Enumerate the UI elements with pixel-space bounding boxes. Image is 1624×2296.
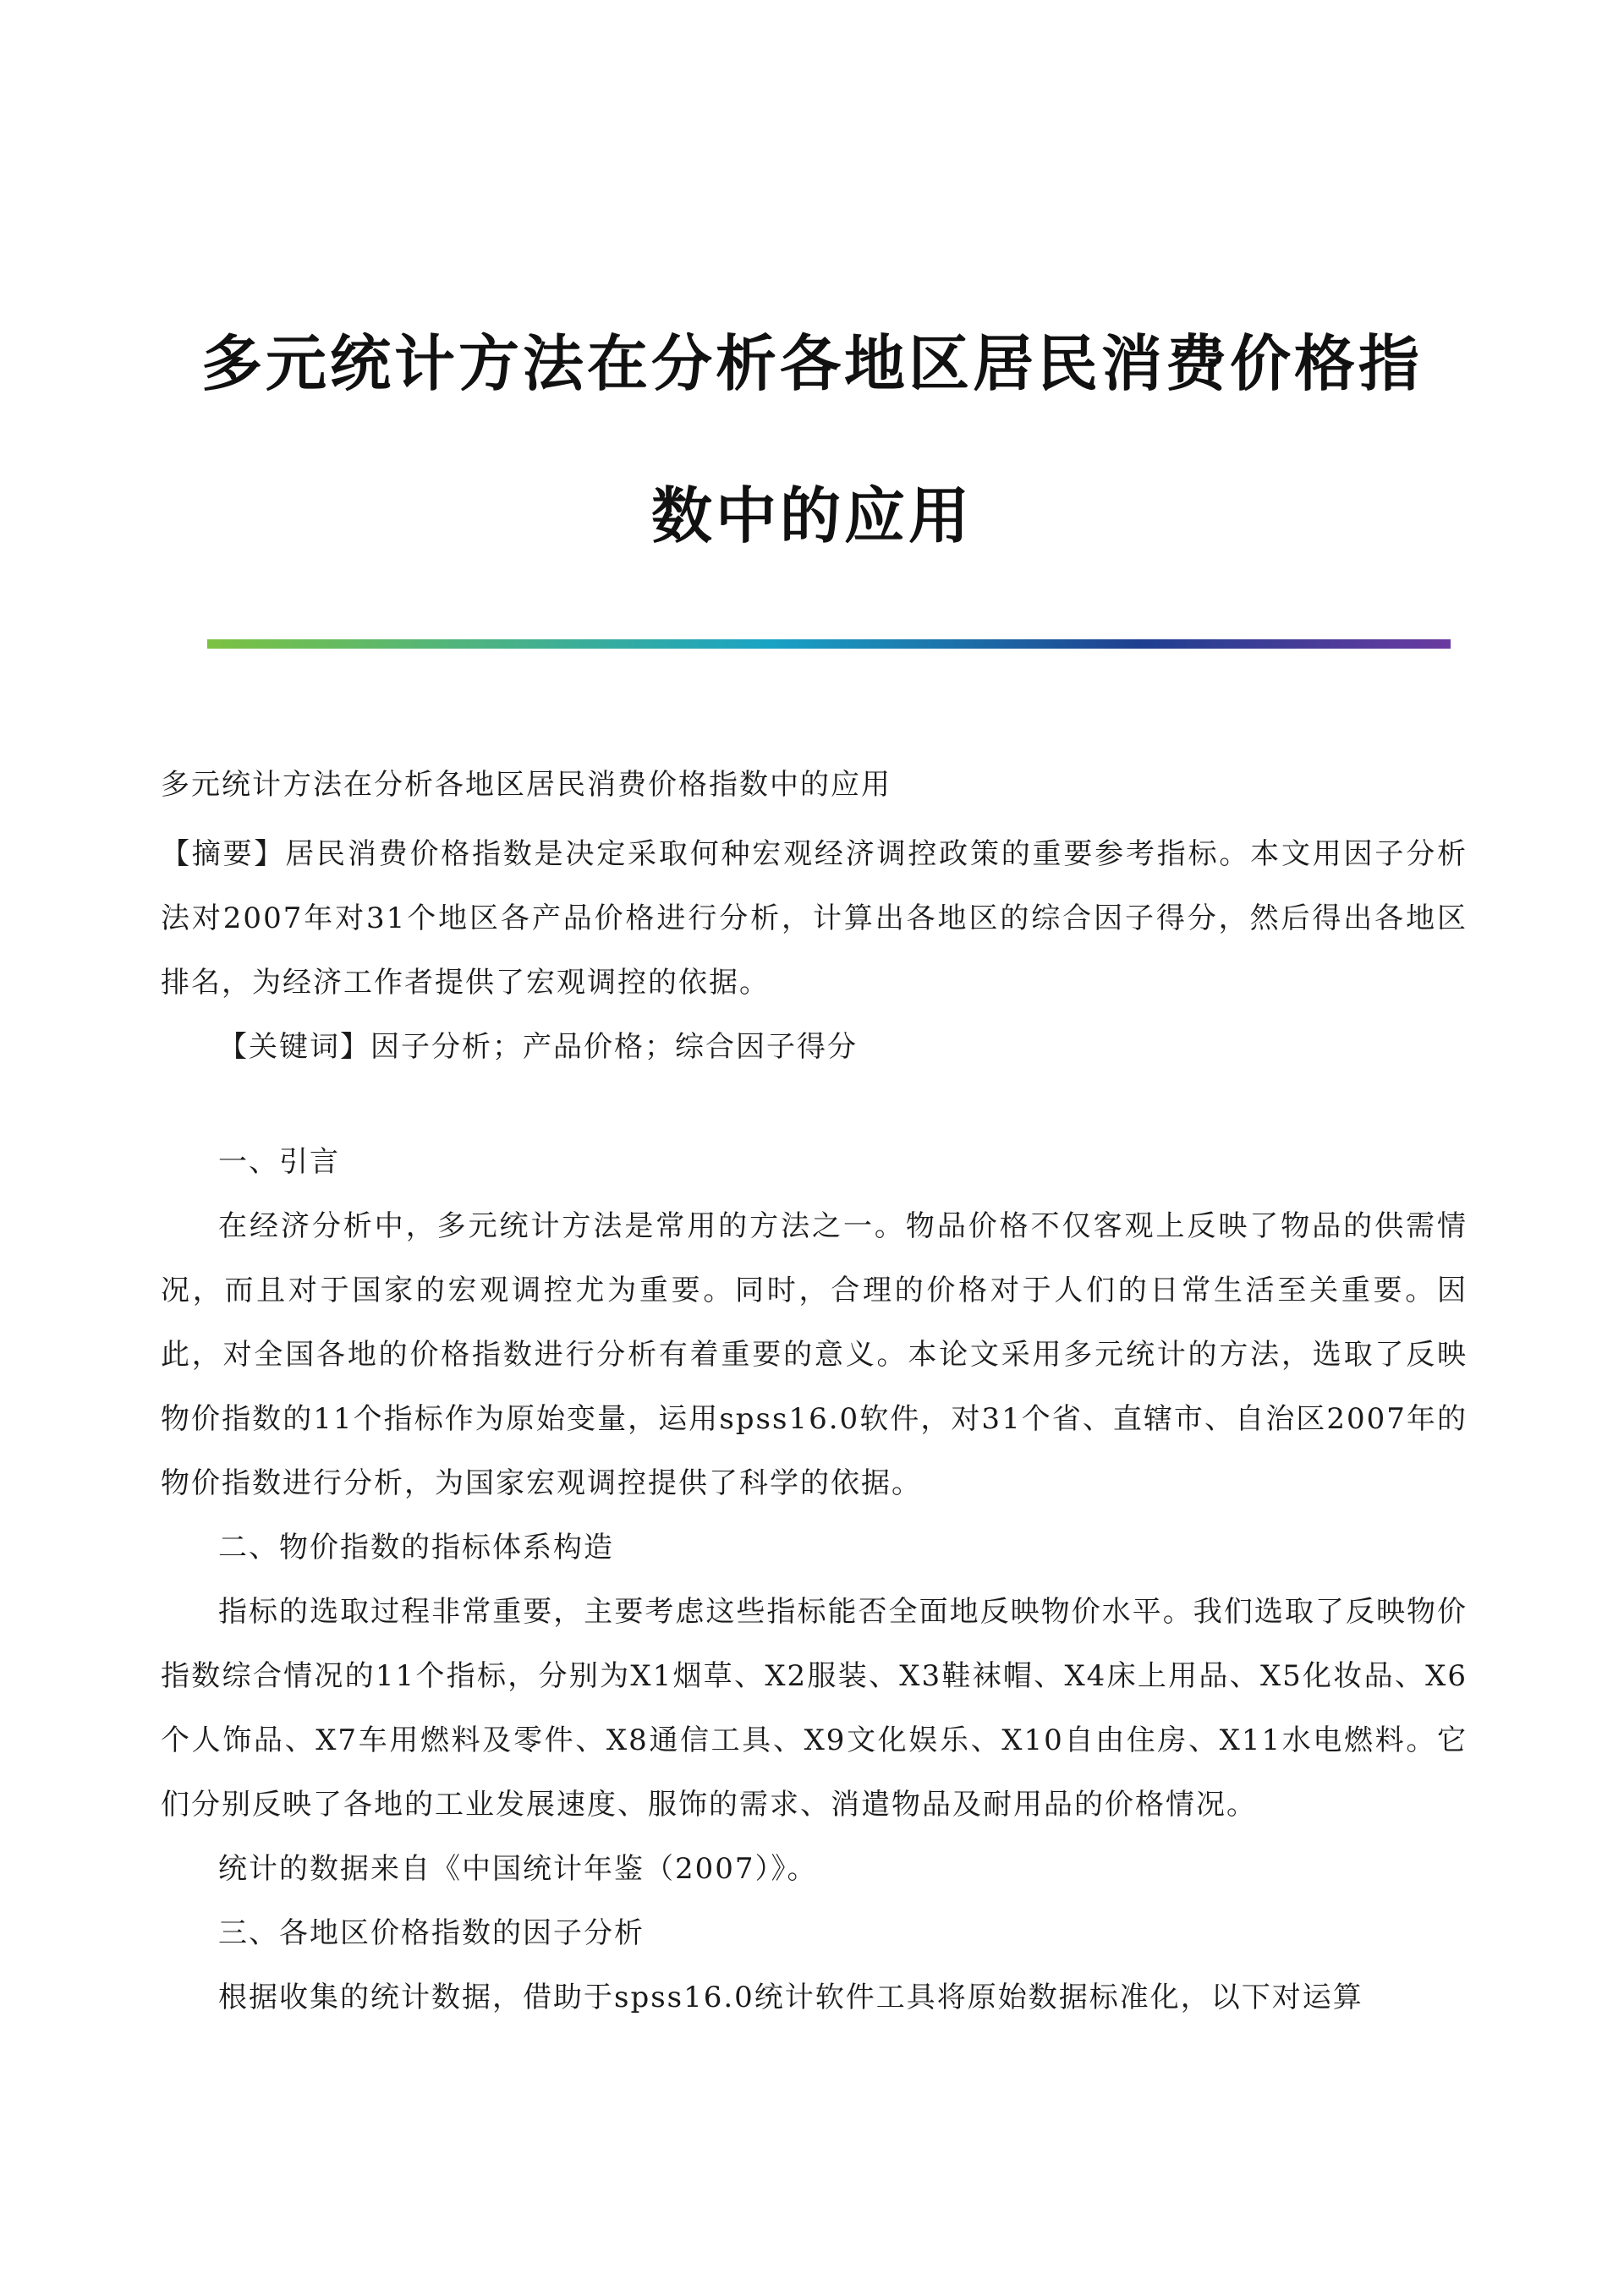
- section-heading-indicator-system: 二、物价指数的指标体系构造: [218, 1531, 614, 1564]
- abstract-paragraph: [161, 822, 1468, 1015]
- body-subtitle: 多元统计方法在分析各地区居民消费价格指数中的应用: [161, 768, 892, 802]
- data-source-paragraph: 统计的数据来自《中国统计年鉴（2007）》。: [218, 1852, 818, 1886]
- gradient-divider: [207, 639, 1451, 649]
- document-title: [127, 288, 1497, 592]
- keywords-text: 因子分析；产品价格；综合因子得分: [370, 1030, 858, 1064]
- title-line-2: 数中的应用: [650, 480, 973, 551]
- factor-analysis-paragraph: 根据收集的统计数据，借助于spss16.0统计软件工具将原始数据标准化，以下对运算: [218, 1981, 1363, 2014]
- introduction-paragraph: 在经济分析中，多元统计方法是常用的方法之一。物品价格不仅客观上反映了物品的供需情况，而且对于国家的宏观调控尤为重要。同时，合理的价格对于人们的日常生活至关重要。因此，对全国各地的价格指数进行分析有着重要的意义。本论文采用多元统计的方法，选取了反映物价指数的11个指标作为原始变量，运用spss16.0软件，对31个省、直辖市、自治区2007年的物价指数进行分析，为国家宏观调控提供了科学的依据。: [161, 1209, 1468, 1500]
- section-heading-factor-analysis: 三、各地区价格指数的因子分析: [218, 1916, 645, 1950]
- abstract-label: 【摘要】: [161, 837, 286, 871]
- abstract-text: 居民消费价格指数是决定采取何种宏观经济调控政策的重要参考指标。本文用因子分析法对2007年对31个地区各产品价格进行分析，计算出各地区的综合因子得分，然后得出各地区排名，为经济工作者提供了宏观调控的依据。: [161, 837, 1468, 1000]
- indicator-system-paragraph: 指标的选取过程非常重要，主要考虑这些指标能否全面地反映物价水平。我们选取了反映物价指数综合情况的11个指标，分别为X1烟草、X2服装、X3鞋袜帽、X4床上用品、X5化妆品、X6个人饰品、X7车用燃料及零件、X8通信工具、X9文化娱乐、X10自由住房、X11水电燃料。它们分别反映了各地的工业发展速度、服饰的需求、消遣物品及耐用品的价格情况。: [161, 1595, 1468, 1822]
- section-heading-introduction: 一、引言: [218, 1145, 340, 1179]
- keywords-label: 【关键词】: [218, 1030, 370, 1064]
- keywords-paragraph: [161, 1015, 1468, 1079]
- title-line-1: 多元统计方法在分析各地区居民消费价格指: [200, 328, 1423, 399]
- document-body: [161, 753, 1468, 2030]
